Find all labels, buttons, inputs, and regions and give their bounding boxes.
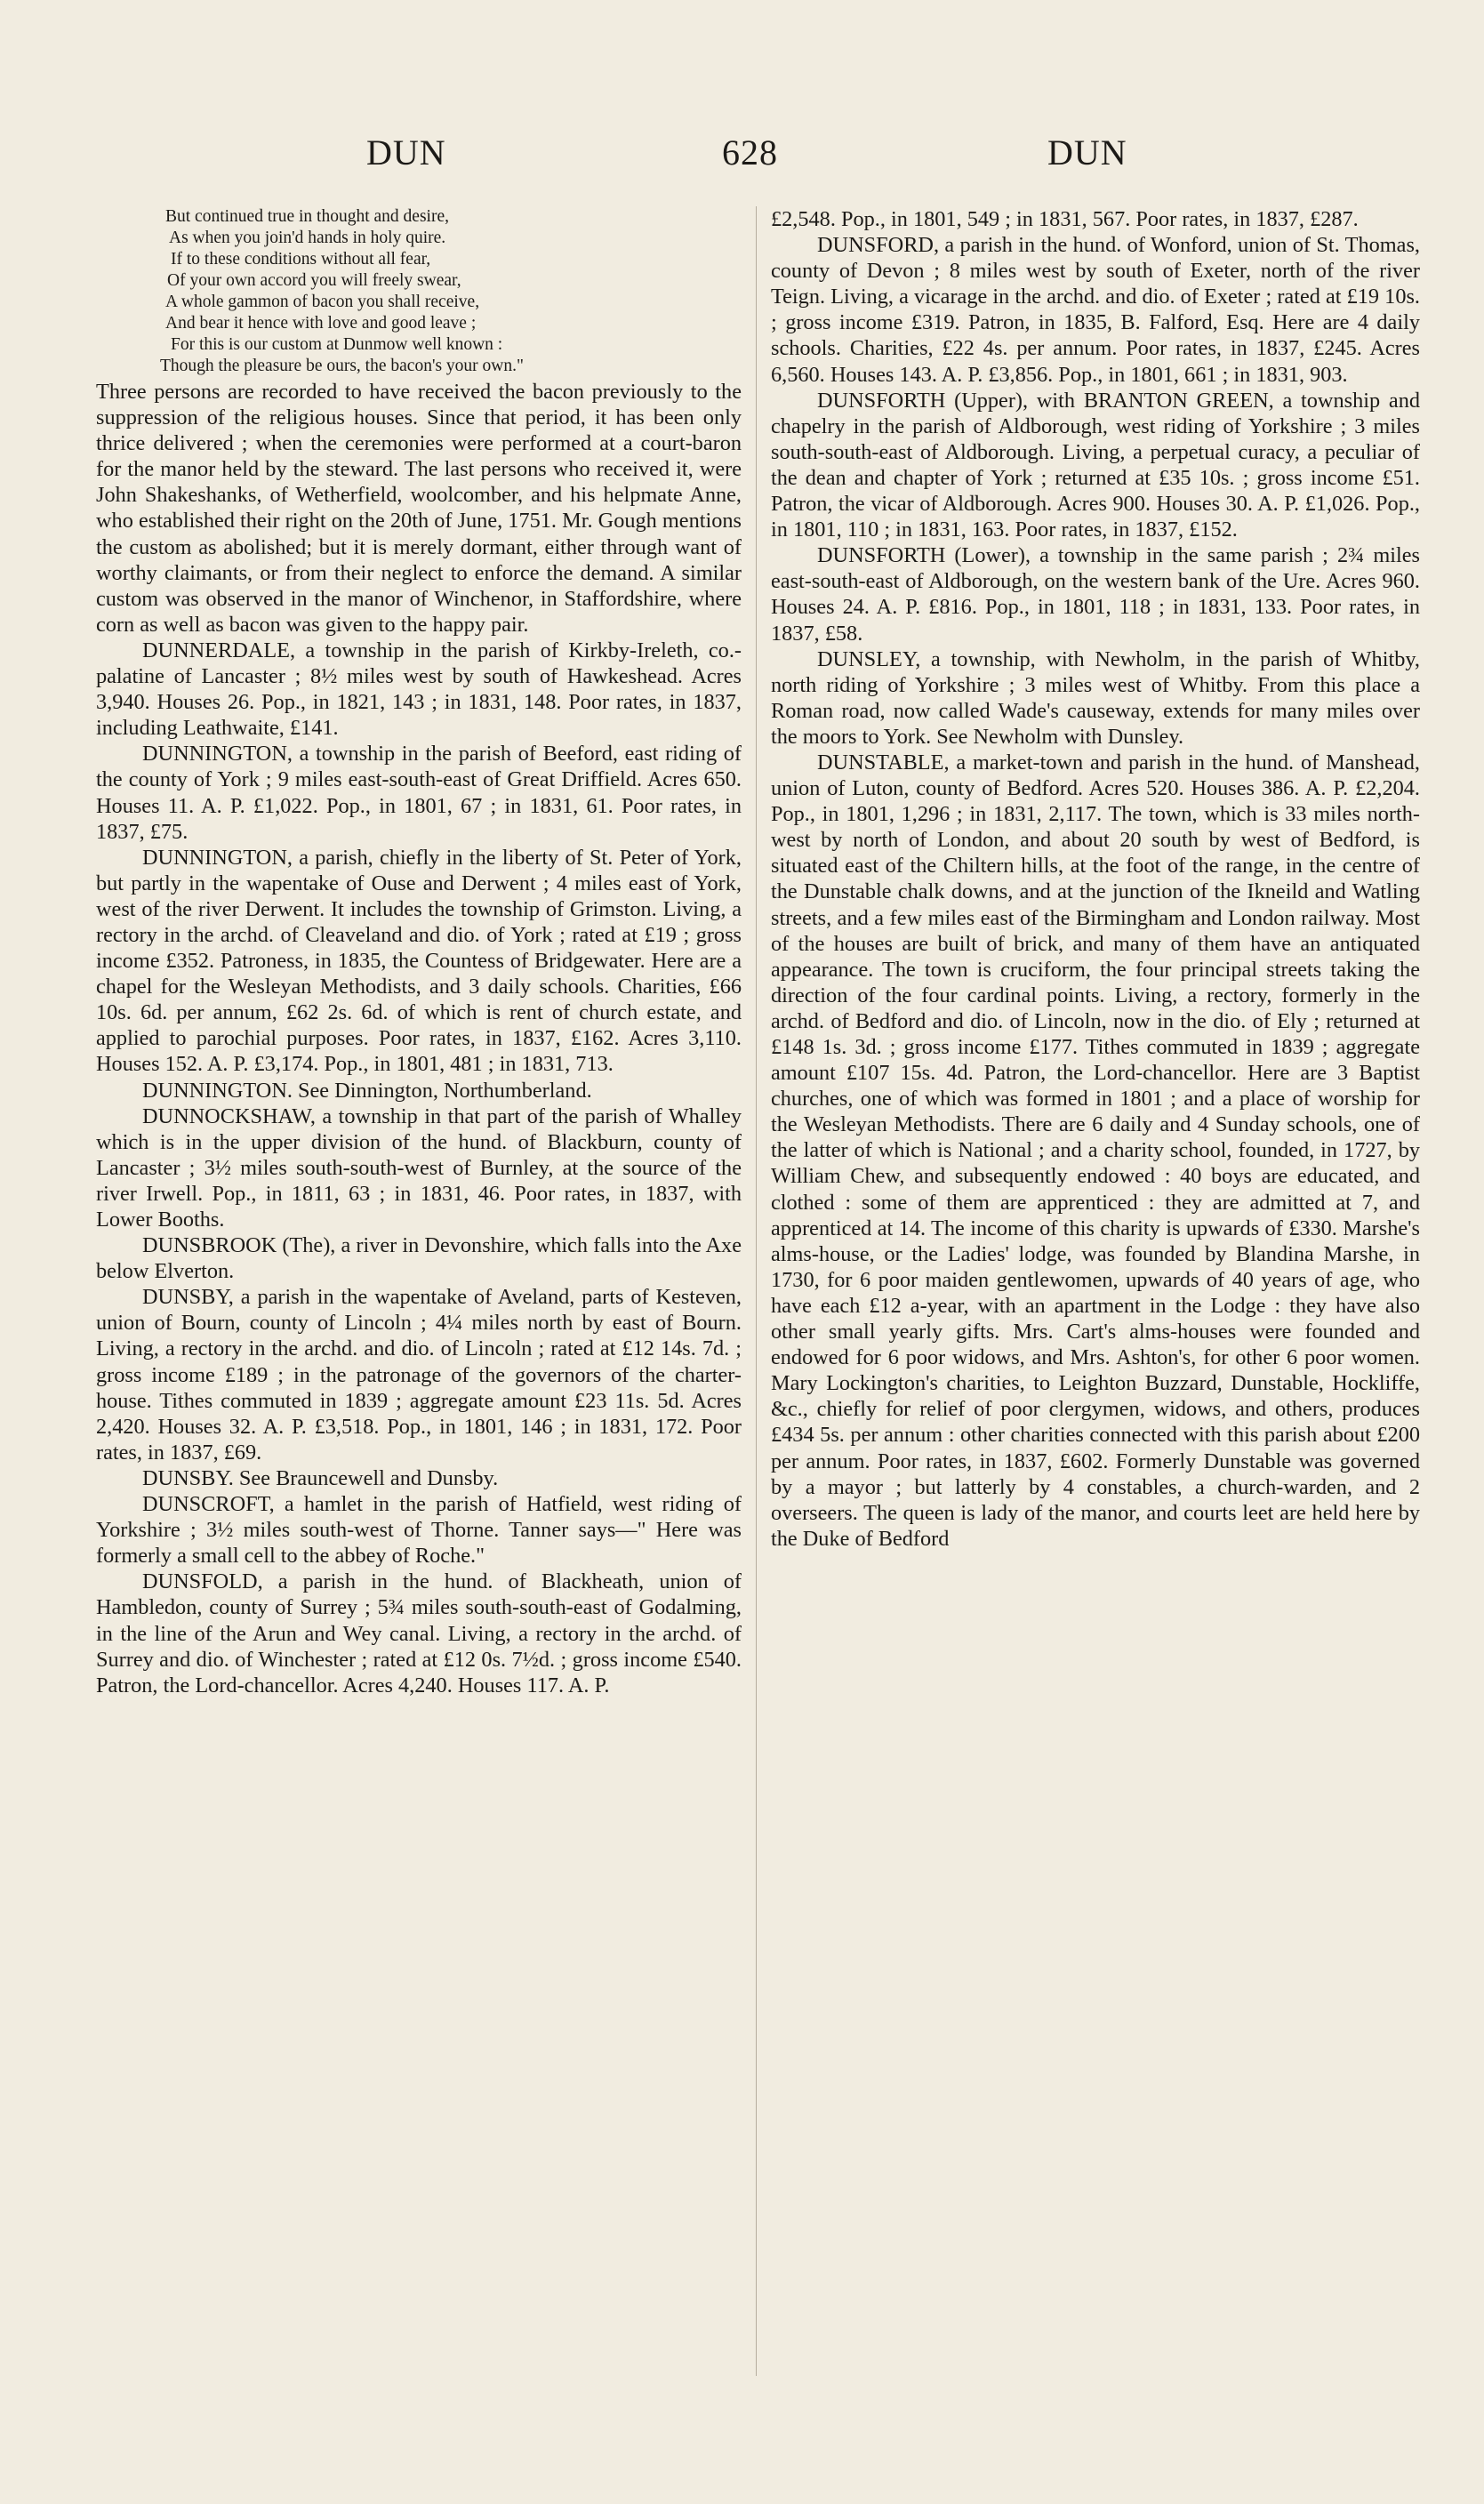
entry-dunnerdale: DUNNERDALE, a township in the parish of Kirkby-Ireleth, co.-palatine of Lancaster ; 8½ miles west by south of Hawkeshead. Acres 3,940. Houses 26. Pop., in 1821, 143 ; in 1831, 148. Poor rates, in 1837, including Leathwaite, £141.	[96, 638, 742, 741]
running-head-right: DUN	[1047, 132, 1127, 173]
entry-dunnington-parish: DUNNINGTON, a parish, chiefly in the liberty of St. Peter of York, but partly in the wapentake of Ouse and Derwent ; 4 miles east of York, west of the river Derwent. It includes the township of Grimston. Living, a rectory in the archd. of Cleaveland and dio. of York ; rated at £19 ; gross income £352. Patroness, in 1835, the Countess of Bridgewater. Here are a chapel for the Wesleyan Methodists, and 3 daily schools. Charities, £66 10s. 6d. per annum, £62 2s. 6d. of which is rent of church estate, and applied to parochial purposes. Poor rates, in 1837, £162. Acres 3,110. Houses 152. A. P. £3,174. Pop., in 1801, 481 ; in 1831, 713.	[96, 845, 742, 1077]
left-column	[96, 206, 742, 1698]
entry-dunsfold: DUNSFOLD, a parish in the hund. of Blackheath, union of Hambledon, county of Surrey ; 5¾ miles south-south-east of Godalming, in the line of the Arun and Wey canal. Living, a rectory in the archd. of Surrey and dio. of Winchester ; rated at £12 0s. 7½d. ; gross income £540. Patron, the Lord-chancellor. Acres 4,240. Houses 117. A. P.	[96, 1569, 742, 1697]
entry-dunsforth-upper: DUNSFORTH (Upper), with BRANTON GREEN, a township and chapelry in the parish of Aldborough, west riding of Yorkshire ; 3 miles south-south-east of Aldborough. Living, a perpetual curacy, a peculiar of the dean and chapter of York ; returned at £35 10s. ; gross income £51. Patron, the vicar of Aldborough. Acres 900. Houses 30. A. P. £1,026. Pop., in 1801, 110 ; in 1831, 163. Poor rates, in 1837, £152.	[771, 388, 1420, 542]
entry-dunstable: DUNSTABLE, a market-town and parish in the hund. of Manshead, union of Luton, county of Bedford. Acres 520. Houses 386. A. P. £2,204. Pop., in 1801, 1,296 ; in 1831, 2,117. The town, which is 33 miles north-west by north of London, and about 20 south by west of Bedford, is situated east of the Chiltern hills, at the foot of the range, in the centre of the Dunstable chalk downs, and at the junction of the Ikneild and Watling streets, and a few miles east of the Birmingham and London railway. Most of the houses are built of brick, and many of them have an antiquated appearance. The town is cruciform, the four principal streets taking the direction of the four cardinal points. Living, a rectory, formerly in the archd. of Bedford and dio. of Lincoln, now in the dio. of Ely ; returned at £148 1s. 3d. ; gross income £177. Tithes commuted in 1839 ; aggregate amount £107 15s. 4d. Patron, the Lord-chancellor. Here are 3 Baptist churches, one of which was formed in 1801 ; and a place of worship for the Wesleyan Methodists. There are 6 daily and 4 Sunday schools, one of the latter of which is National ; and a charity school, founded, in 1727, by William Chew, and subsequently endowed : 40 boys are educated, and clothed : some of them are apprenticed : they are admitted at 7, and apprenticed at 14. The income of this charity is upwards of £330. Marshe's alms-house, or the Ladies' lodge, was founded by Blandina Marshe, in 1730, for 6 poor maiden gentlewomen, upwards of 40 years of age, who have each £12 a-year, with an apartment in the Lodge : they have also other small yearly gifts. Mrs. Cart's alms-houses were founded and endowed for 6 poor widows, and Mrs. Ashton's, for other 6 poor women. Mary Lockington's charities, to Leighton Buzzard, Dunstable, Hockliffe, &c., chiefly for relief of poor clergymen, widows, and others, produces £434 5s. per annum : other charities connected with this parish about £200 per annum. Poor rates, in 1837, £602. Formerly Dunstable was governed by a mayor ; but latterly by 4 constables, a church-warden, and 2 overseers. The queen is lady of the manor, and courts leet are held here by the Duke of Bedford	[771, 750, 1420, 1551]
verse-line: Though the pleasure be ours, the bacon's your own."	[160, 357, 524, 375]
verse-line: For this is our custom at Dunmow well known :	[171, 335, 503, 354]
right-column	[771, 206, 1420, 1552]
entry-dunsby-see: DUNSBY. See Brauncewell and Dunsby.	[142, 1465, 499, 1490]
entry-dunsby-parish: DUNSBY, a parish in the wapentake of Aveland, parts of Kesteven, union of Bourn, county of Lincoln ; 4¼ miles north by east of Bourn. Living, a rectory in the archd. and dio. of Lincoln ; rated at £12 14s. 7d. ; gross income £189 ; in the patronage of the governors of the charter-house. Tithes commuted in 1839 ; aggregate amount £23 11s. 5d. Acres 2,420. Houses 32. A. P. £3,518. Pop., in 1801, 146 ; in 1831, 172. Poor rates, in 1837, £69.	[96, 1285, 742, 1465]
entry-dunsbrook: DUNSBROOK (The), a river in Devonshire, which falls into the Axe below Elverton.	[96, 1233, 742, 1284]
verse-line: As when you join'd hands in holy quire.	[169, 229, 446, 247]
entry-dunscroft: DUNSCROFT, a hamlet in the parish of Hatfield, west riding of Yorkshire ; 3½ miles south-west of Thorne. Tanner says—" Here was formerly a small cell to the abbey of Roche."	[96, 1492, 742, 1569]
entry-dunsley: DUNSLEY, a township, with Newholm, in the parish of Whitby, north riding of Yorkshire ; 3 miles west of Whitby. From this place a Roman road, now called Wade's causeway, extends for many miles over the moors to York. See Newholm with Dunsley.	[771, 646, 1420, 749]
verse-line: And bear it hence with love and good leave ;	[165, 314, 477, 333]
entry-dunnington-see: DUNNINGTON. See Dinnington, Northumberland.	[142, 1078, 592, 1103]
entry-dunsforth-lower: DUNSFORTH (Lower), a township in the same parish ; 2¾ miles east-south-east of Aldborough, on the western bank of the Ure. Acres 960. Houses 24. A. P. £816. Pop., in 1801, 118 ; in 1831, 133. Poor rates, in 1837, £58.	[771, 543, 1420, 646]
verse-line: Of your own accord you will freely swear,	[167, 271, 461, 290]
verse-line: A whole gammon of bacon you shall receive,	[165, 293, 480, 311]
entry-dunsford: DUNSFORD, a parish in the hund. of Wonford, union of St. Thomas, county of Devon ; 8 miles west by south of Exeter, north of the river Teign. Living, a vicarage in the archd. and dio. of Exeter ; rated at £19 10s. ; gross income £319. Patron, in 1835, B. Falford, Esq. Here are 4 daily schools. Charities, £22 4s. per annum. Poor rates, in 1837, £245. Acres 6,560. Houses 143. A. P. £3,856. Pop., in 1801, 661 ; in 1831, 903.	[771, 233, 1420, 387]
verse-quotation	[96, 206, 742, 377]
verse-line: But continued true in thought and desire,	[165, 207, 449, 226]
entry-dunsfold-continued: £2,548. Pop., in 1801, 549 ; in 1831, 567. Poor rates, in 1837, £287.	[771, 207, 1359, 231]
paragraph-dunmow-custom: Three persons are recorded to have received the bacon previously to the suppression of the religious houses. Since that period, it has been only thrice delivered ; when the ceremonies were performed at a court-baron for the manor held by the steward. The last persons who received it, were John Shakeshanks, of Wetherfield, woolcomber, and his helpmate Anne, who established their right on the 20th of June, 1751. Mr. Gough mentions the custom as abolished; but it is merely dormant, either through want of worthy claimants, or from their neglect to enforce the demand. A similar custom was observed in the manor of Winchenor, in Staffordshire, where corn as well as bacon was given to the happy pair.	[96, 380, 742, 637]
column-divider	[756, 206, 757, 2376]
verse-line: If to these conditions without all fear,	[171, 250, 431, 269]
page-number: 628	[722, 132, 778, 173]
entry-dunnington-township: DUNNINGTON, a township in the parish of Beeford, east riding of the county of York ; 9 miles east-south-east of Great Driffield. Acres 650. Houses 11. A. P. £1,022. Pop., in 1801, 67 ; in 1831, 61. Poor rates, in 1837, £75.	[96, 742, 742, 844]
entry-dunnockshaw: DUNNOCKSHAW, a township in that part of the parish of Whalley which is in the upper division of the hund. of Blackburn, county of Lancaster ; 3½ miles south-south-west of Burnley, at the source of the river Irwell. Pop., in 1811, 63 ; in 1831, 46. Poor rates, in 1837, with Lower Booths.	[96, 1104, 742, 1232]
running-head-left: DUN	[366, 132, 446, 173]
